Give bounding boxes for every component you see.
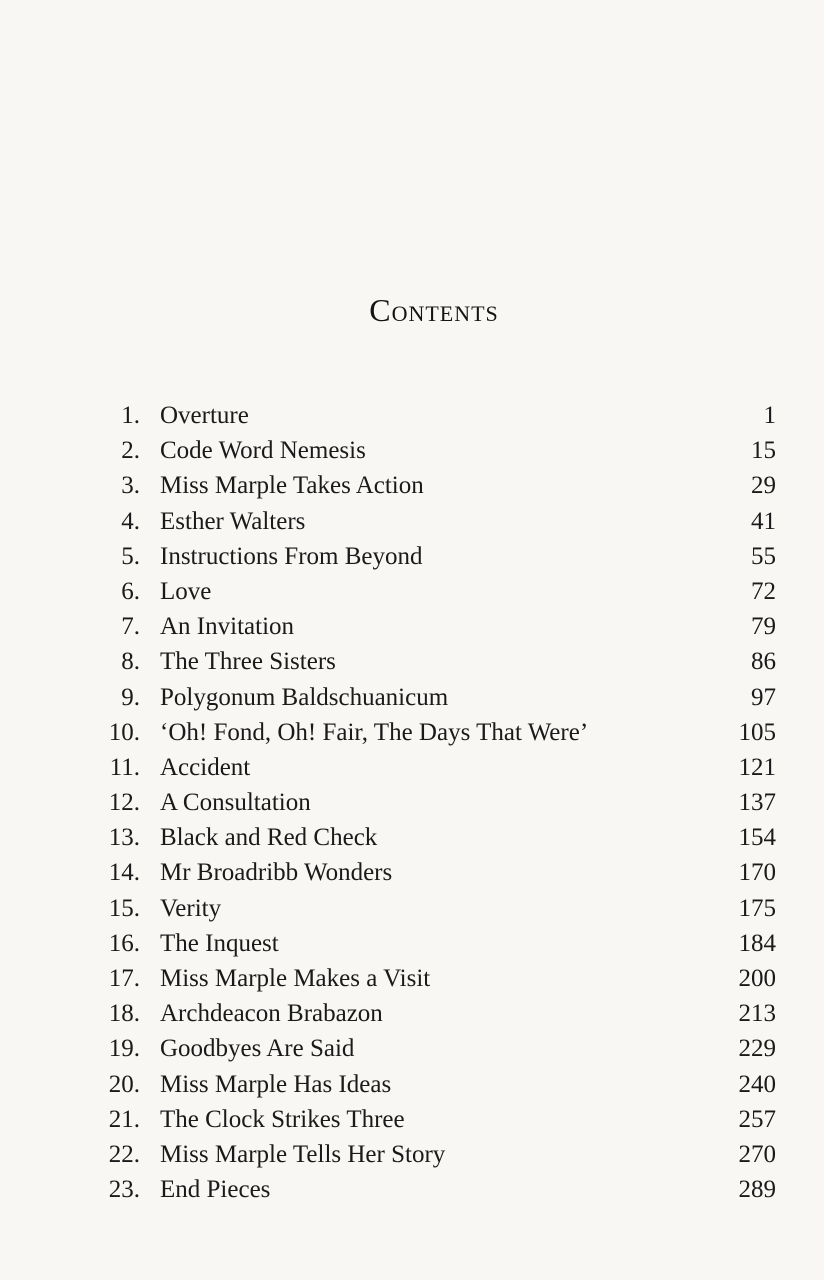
toc-entry [96, 855, 776, 890]
chapter-number: 4. [121, 507, 140, 535]
chapter-number: 5. [121, 542, 140, 570]
chapter-title: The Inquest [160, 929, 279, 957]
chapter-title: Polygonum Baldschuanicum [160, 683, 449, 711]
toc-entry [96, 820, 776, 855]
toc-entry [96, 644, 776, 679]
chapter-title: Miss Marple Takes Action [160, 472, 424, 500]
chapter-title: Archdeacon Brabazon [160, 1000, 383, 1028]
chapter-title: Goodbyes Are Said [160, 1035, 355, 1063]
toc-entry [96, 680, 776, 715]
chapter-title: End Pieces [160, 1176, 271, 1204]
page-number: 289 [738, 1176, 776, 1204]
toc-entry [96, 926, 776, 961]
page-number: 270 [738, 1140, 776, 1168]
toc-entry [96, 891, 776, 926]
chapter-title: The Clock Strikes Three [160, 1105, 405, 1133]
chapter-title: The Three Sisters [160, 648, 336, 676]
chapter-title: Overture [160, 402, 249, 429]
chapter-number: 2. [121, 437, 140, 465]
page-number: 240 [738, 1070, 776, 1098]
page-number: 184 [738, 929, 776, 957]
chapter-number: 1. [121, 402, 140, 429]
toc-entry [96, 574, 776, 609]
toc-entry [96, 468, 776, 503]
chapter-number: 6. [121, 577, 140, 605]
page-number: 257 [738, 1105, 776, 1133]
toc-entry [96, 398, 776, 433]
chapter-title: Verity [160, 894, 222, 922]
page-title: Contents [369, 292, 499, 328]
chapter-number: 21. [108, 1105, 140, 1133]
chapter-number: 17. [108, 965, 140, 992]
chapter-title: Miss Marple Makes a Visit [160, 965, 431, 992]
chapter-number: 16. [108, 929, 140, 957]
page-number: 175 [738, 894, 776, 922]
toc-entry [96, 433, 776, 468]
chapter-title: A Consultation [160, 789, 311, 817]
chapter-number: 19. [108, 1035, 140, 1063]
toc-entry [96, 750, 776, 785]
page-number: 200 [738, 965, 776, 992]
chapter-title: Miss Marple Tells Her Story [160, 1140, 446, 1168]
chapter-title: Accident [160, 753, 251, 781]
chapter-number: 7. [121, 613, 140, 641]
chapter-number: 15. [108, 894, 140, 922]
chapter-title: An Invitation [160, 613, 295, 641]
chapter-number: 3. [121, 472, 140, 500]
chapter-title: Code Word Nemesis [160, 437, 366, 465]
chapter-number: 13. [108, 824, 140, 852]
chapter-title: Mr Broadribb Wonders [160, 859, 393, 887]
page-number: 86 [751, 648, 776, 676]
chapter-title: ‘Oh! Fond, Oh! Fair, The Days That Were’ [160, 718, 589, 746]
toc-entry [96, 1102, 776, 1137]
chapter-number: 10. [108, 718, 140, 746]
page-number: 1 [763, 402, 776, 429]
chapter-title: Esther Walters [160, 507, 306, 535]
toc-entry [96, 996, 776, 1031]
page-number: 97 [751, 683, 776, 711]
toc-entry [96, 715, 776, 750]
page-number: 121 [738, 753, 776, 781]
chapter-number: 23. [108, 1176, 140, 1204]
page-number: 29 [751, 472, 776, 500]
toc-entry [96, 1031, 776, 1066]
toc-entry [96, 504, 776, 539]
toc-entry [96, 539, 776, 574]
page-number: 41 [751, 507, 776, 535]
page-number: 72 [751, 577, 776, 605]
page-number: 55 [751, 542, 776, 570]
toc-entry [96, 1137, 776, 1172]
chapter-title: Miss Marple Has Ideas [160, 1070, 392, 1098]
chapter-title: Instructions From Beyond [160, 542, 423, 570]
page-number: 15 [751, 437, 776, 465]
chapter-title: Black and Red Check [160, 824, 378, 852]
chapter-number: 11. [109, 753, 140, 781]
page-number: 154 [738, 824, 776, 852]
page-number: 79 [751, 613, 776, 641]
page-number: 105 [738, 718, 776, 746]
toc-entry [96, 785, 776, 820]
page-number: 213 [738, 1000, 776, 1028]
chapter-number: 20. [108, 1070, 140, 1098]
toc-entry [96, 609, 776, 644]
page-number: 170 [738, 859, 776, 887]
chapter-number: 8. [121, 648, 140, 676]
page-number: 229 [738, 1035, 776, 1063]
toc-entry [96, 1067, 776, 1102]
chapter-title: Love [160, 577, 212, 605]
toc-entry [96, 1172, 776, 1207]
table-of-contents [96, 398, 776, 1207]
page-number: 137 [738, 789, 776, 817]
chapter-number: 18. [108, 1000, 140, 1028]
toc-entry [96, 961, 776, 996]
chapter-number: 14. [108, 859, 140, 887]
chapter-number: 9. [121, 683, 140, 711]
chapter-number: 22. [108, 1140, 140, 1168]
chapter-number: 12. [108, 789, 140, 817]
